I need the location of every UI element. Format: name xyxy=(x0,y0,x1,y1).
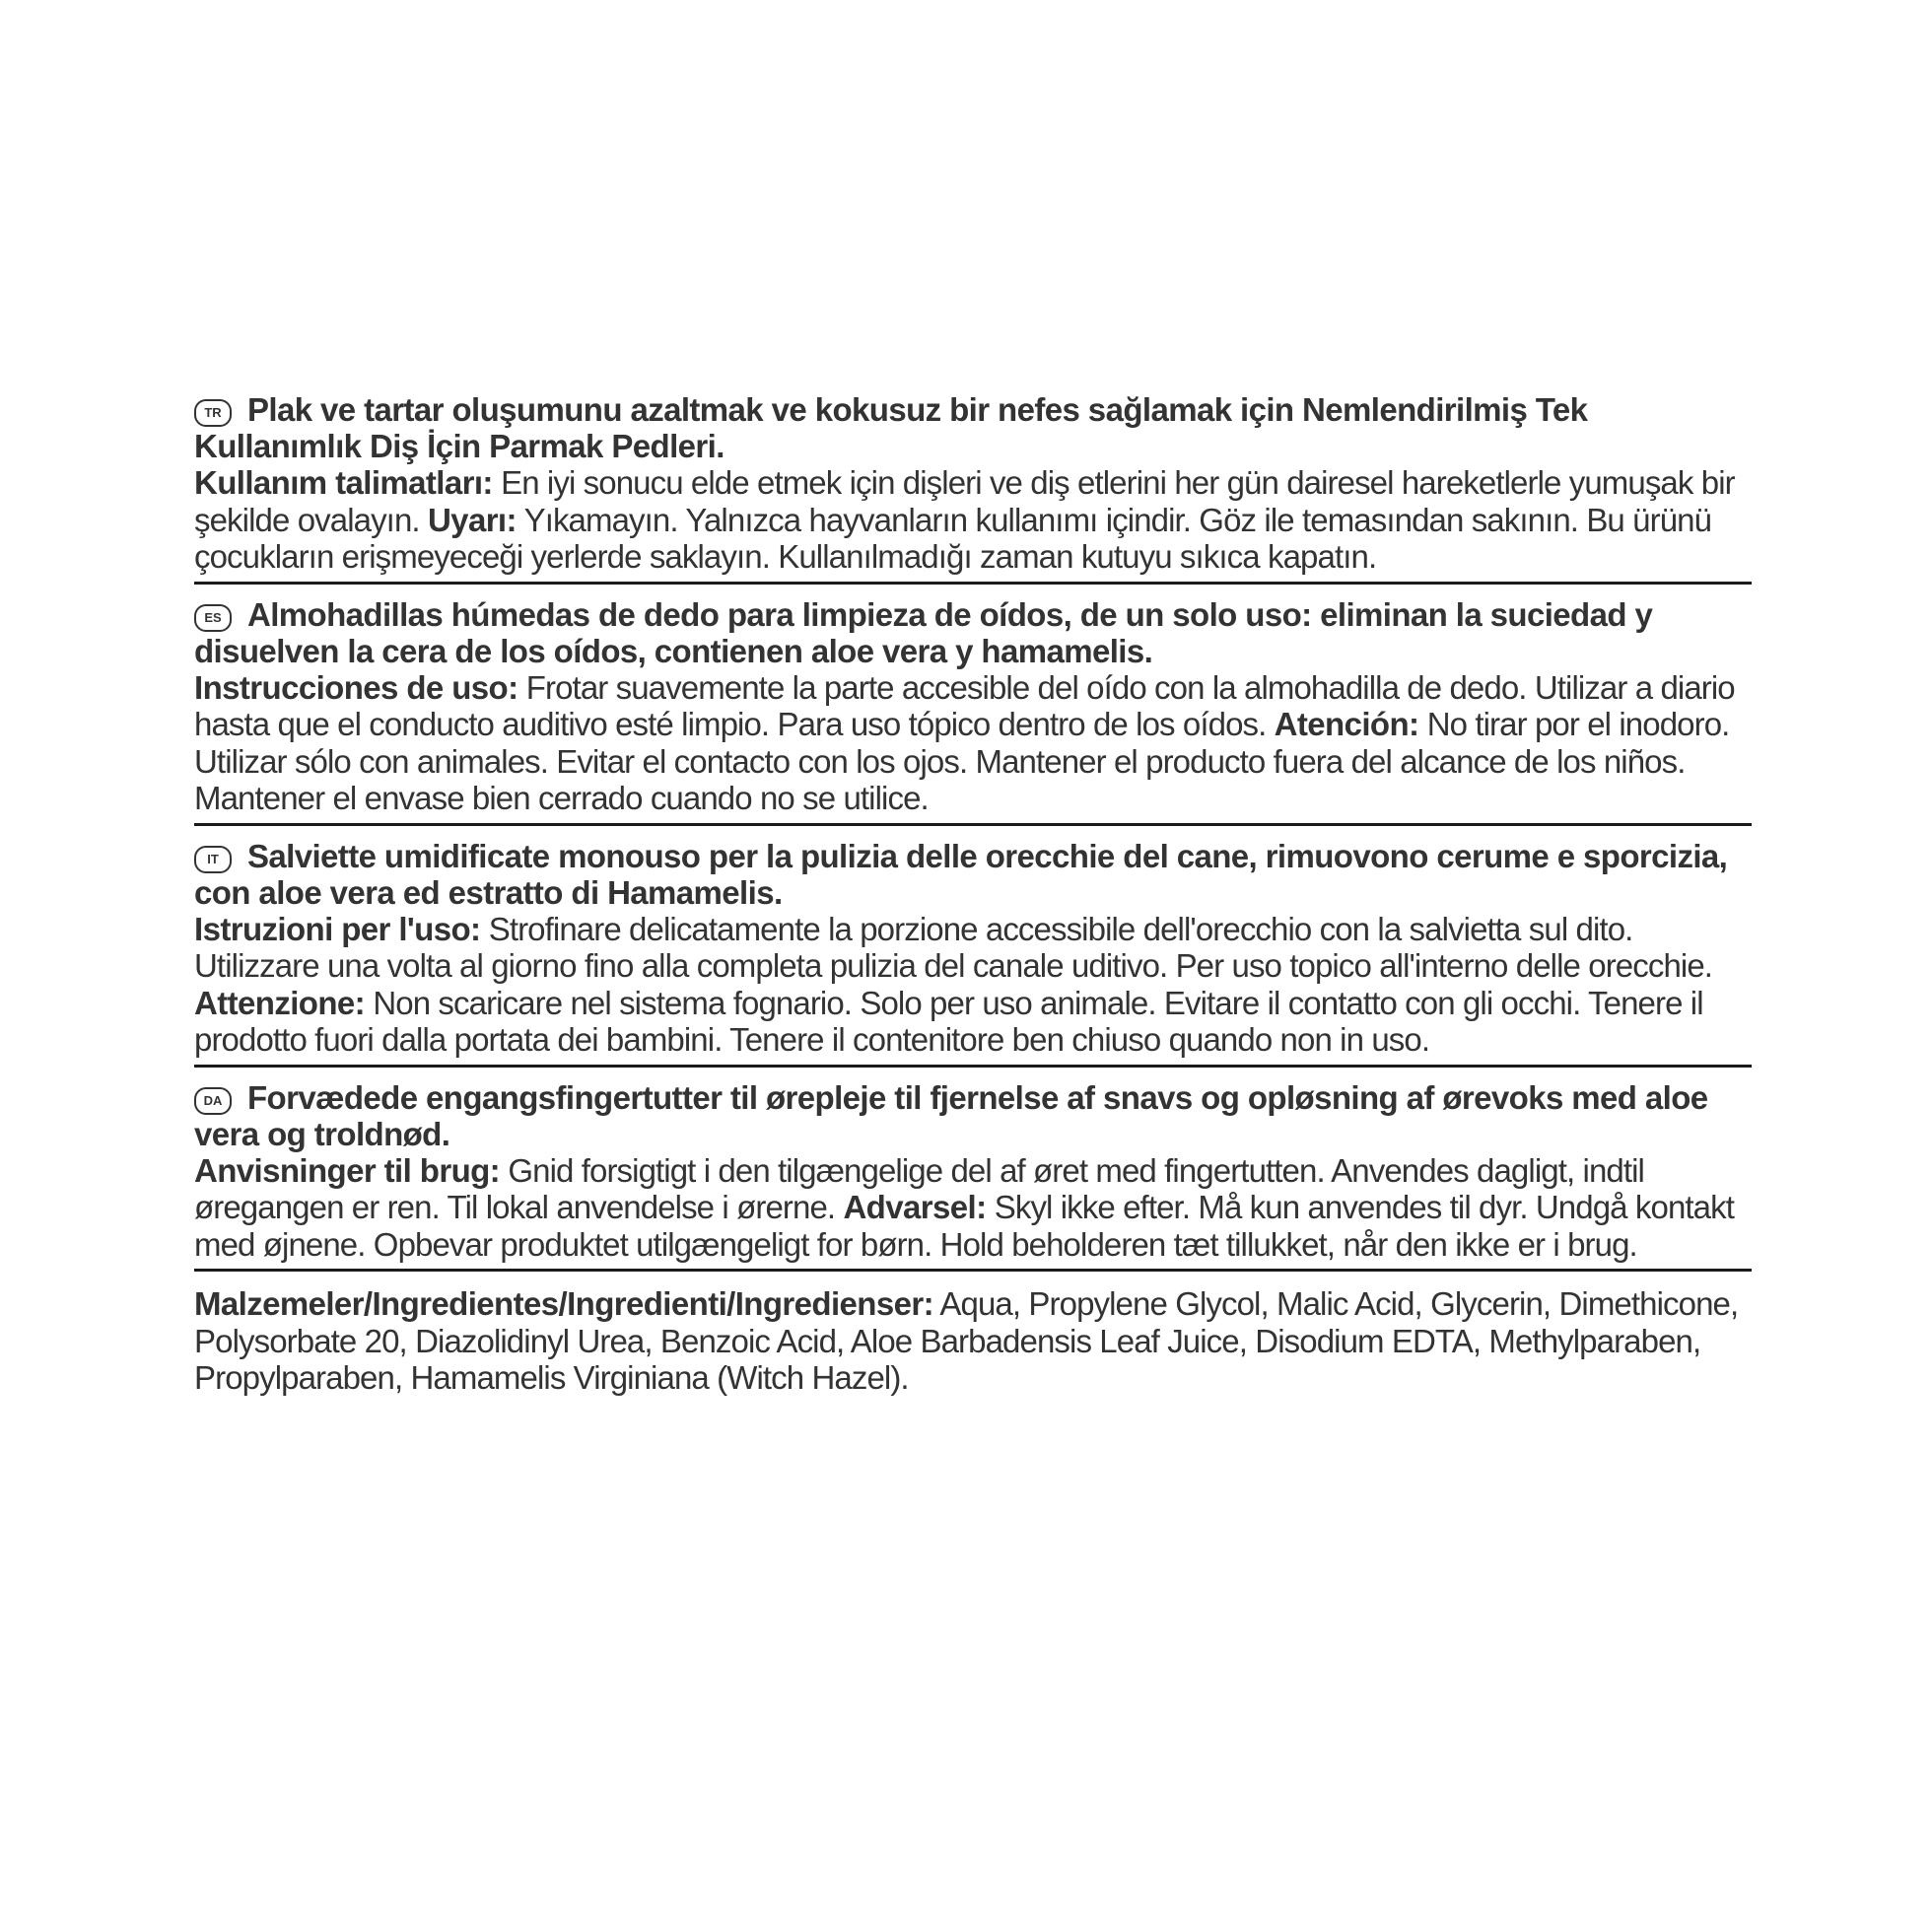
title-text: Salviette umidificate monouso per la pulizia delle orecchie del cane, rimuovono cerume e sporcizia, con aloe vera ed estratto di Hamamelis. xyxy=(194,837,1728,911)
title-text: Forvædede engangsfingertutter til ørepleje til fjernelse af snavs og opløsning af ørevoks med aloe vera og troldnød. xyxy=(194,1078,1708,1152)
instructions-label: Kullanım talimatları: xyxy=(194,464,493,501)
warning-text: No tirar por el inodoro. Utilizar sólo con animales. Evitar el contacto con los ojos. Mantener el producto fuera del alcance de los niños. Mantener el envase bien cerrado cuando no se utilice. xyxy=(194,706,1730,816)
instructions-label: Istruzioni per l'uso: xyxy=(194,910,481,947)
warning-label: Attenzione: xyxy=(194,984,366,1021)
section-title xyxy=(194,596,1752,669)
language-badge-tr: TR xyxy=(194,399,232,427)
warning-text: Yıkamayın. Yalnızca hayvanların kullanımı içindir. Göz ile temasından sakının. Bu ürünü çocukların erişmeyeceği yerlerde saklayın. Kullanılmadığı zaman kutuyu sıkıca kapatın. xyxy=(194,501,1712,575)
instructions-text: En iyi sonucu elde etmek için dişleri ve diş etlerini her gün dairesel hareketlerle yumuşak bir şekilde ovalayın. xyxy=(194,464,1735,538)
product-label xyxy=(194,389,1752,1397)
instructions-text: Gnid forsigtigt i den tilgængelige del af øret med fingertutten. Anvendes dagligt, indtil øregangen er ren. Til lokal anvendelse i ørerne. xyxy=(194,1151,1644,1225)
warning-label: Advarsel: xyxy=(843,1189,987,1225)
section-body xyxy=(194,1152,1752,1264)
language-badge-da: DA xyxy=(194,1087,232,1115)
section-title xyxy=(194,1079,1752,1152)
language-badge-es: ES xyxy=(194,604,232,632)
title-text: Almohadillas húmedas de dedo para limpieza de oídos, de un solo uso: eliminan la suciedad y disuelven la cera de los oídos, contienen aloe vera y hamamelis. xyxy=(194,595,1653,669)
warning-label: Uyarı: xyxy=(427,501,517,538)
section-it xyxy=(194,836,1752,1068)
section-title xyxy=(194,838,1752,911)
instructions-text: Frotar suavemente la parte accesible del oído con la almohadilla de dedo. Utilizar a diario hasta que el conducto auditivo esté limpio. Para uso tópico dentro de los oídos. xyxy=(194,668,1735,742)
section-da xyxy=(194,1077,1752,1273)
instructions-text: Strofinare delicatamente la porzione accessibile dell'orecchio con la salvietta sul dito. Utilizzare una volta al giorno fino alla completa pulizia del canale uditivo. Per uso topico all'interno delle orecchie. xyxy=(194,910,1713,984)
section-body xyxy=(194,911,1752,1059)
section-es xyxy=(194,594,1752,826)
ingredients-list xyxy=(194,1281,1752,1397)
section-body xyxy=(194,464,1752,576)
section-body xyxy=(194,669,1752,817)
instructions-label: Anvisninger til brug: xyxy=(194,1151,501,1189)
warning-text: Non scaricare nel sistema fognario. Solo per uso animale. Evitare il contatto con gli occhi. Tenere il prodotto fuori dalla portata dei bambini. Tenere il contenitore ben chiuso quando non in uso. xyxy=(194,984,1703,1058)
warning-text: Skyl ikke efter. Må kun anvendes til dyr. Undgå kontakt med øjnene. Opbevar produktet utilgængeligt for børn. Hold beholderen tæt tillukket, når den ikke er i brug. xyxy=(194,1189,1734,1263)
section-title xyxy=(194,391,1752,464)
instructions-label: Instrucciones de uso: xyxy=(194,668,518,706)
language-badge-it: IT xyxy=(194,846,232,873)
ingredients-label: Malzemeler/Ingredientes/Ingredienti/Ingredienser: xyxy=(194,1285,933,1322)
ingredients-text: Aqua, Propylene Glycol, Malic Acid, Glycerin, Dimethicone, Polysorbate 20, Diazolidinyl Urea, Benzoic Acid, Aloe Barbadensis Leaf Juice, Disodium EDTA, Methylparaben, Propylparaben, Hamamelis Virginiana (Witch Hazel). xyxy=(194,1285,1739,1396)
section-tr xyxy=(194,389,1752,585)
title-text: Plak ve tartar oluşumunu azaltmak ve kokusuz bir nefes sağlamak için Nemlendirilmiş Tek Kullanımlık Diş İçin Parmak Pedleri. xyxy=(194,391,1588,464)
warning-label: Atención: xyxy=(1274,706,1419,742)
